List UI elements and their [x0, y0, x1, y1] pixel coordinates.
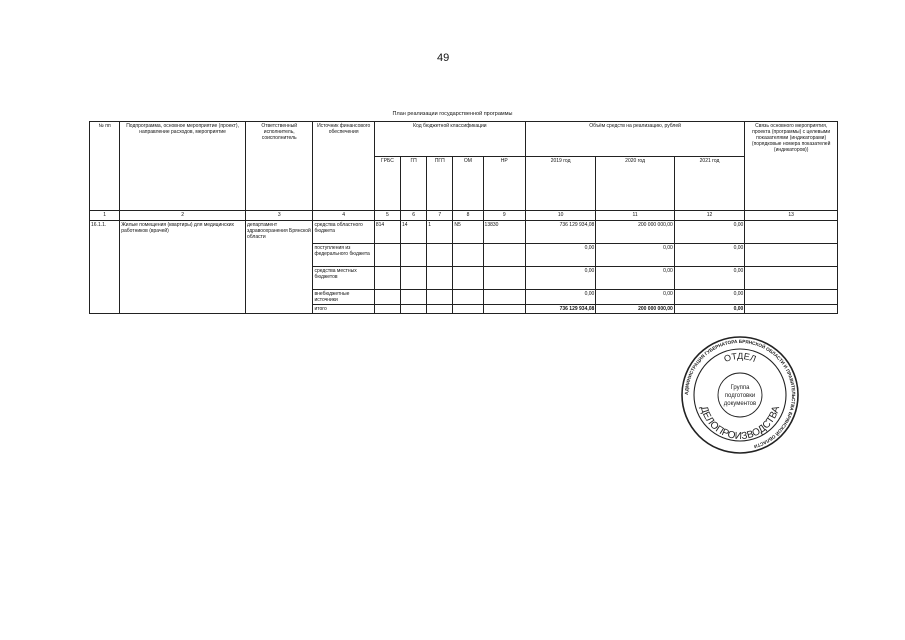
value-2020: 0,00 [596, 267, 675, 290]
page-number: 49 [437, 52, 450, 64]
col-number: 10 [525, 211, 595, 221]
total-2020: 200 000 000,00 [596, 305, 675, 314]
col-number: 7 [427, 211, 453, 221]
source-name: средства местных бюджетов [313, 267, 374, 290]
header-gp: ГП [401, 157, 427, 211]
link-cell [745, 221, 838, 244]
row-om: N5 [453, 221, 483, 244]
header-2019: 2019 год [525, 157, 595, 211]
stamp-center-line-2: подготовки [724, 393, 756, 399]
row-pgp: 1 [427, 221, 453, 244]
col-number: 11 [596, 211, 675, 221]
header-pgp: ПГП [427, 157, 453, 211]
header-2021: 2021 год [674, 157, 744, 211]
value-2019: 0,00 [525, 244, 595, 267]
plan-table [89, 121, 838, 314]
total-2021: 0,00 [674, 305, 744, 314]
col-number: 12 [674, 211, 744, 221]
header-grbs: ГРБС [374, 157, 400, 211]
row-executor: департамент здравоохранения Брянской области [246, 221, 313, 314]
header-om: ОМ [453, 157, 483, 211]
value-2021: 0,00 [674, 221, 744, 244]
header-budget-code: Код бюджетной классификации [374, 122, 525, 157]
source-name: поступления из федерального бюджета [313, 244, 374, 267]
header-num: № пп [90, 122, 120, 211]
value-2020: 0,00 [596, 244, 675, 267]
value-2020: 200 000 000,00 [596, 221, 675, 244]
header-row-top [90, 122, 838, 157]
header-source: Источник финансового обеспечения [313, 122, 374, 211]
row-grbs: 814 [374, 221, 400, 244]
link-cell [745, 305, 838, 314]
value-2019: 736 129 934,08 [525, 221, 595, 244]
stamp-bottom-text: ДЕЛОПРОИЗВОДСТВА [697, 404, 783, 443]
table-row [90, 221, 838, 244]
header-volume: Объём средств на реализацию, рублей [525, 122, 744, 157]
header-executor: Ответственный исполнитель, соисполнитель [246, 122, 313, 211]
office-stamp [680, 335, 800, 455]
link-cell [745, 267, 838, 290]
row-nr: 13830 [483, 221, 525, 244]
col-number: 13 [745, 211, 838, 221]
col-number: 4 [313, 211, 374, 221]
stamp-outer-text: АДМИНИСТРАЦИЯ ГУБЕРНАТОРА БРЯНСКОЙ ОБЛАСТИ И ПРАВИТЕЛЬСТВА БРЯНСКОЙ ОБЛАСТИ [683, 338, 797, 450]
column-numbers-row [90, 211, 838, 221]
stamp-top-text: ОТДЕЛ [722, 350, 758, 365]
header-nr: НР [483, 157, 525, 211]
total-2019: 736 129 934,08 [525, 305, 595, 314]
value-2021: 0,00 [674, 267, 744, 290]
col-number: 1 [90, 211, 120, 221]
source-name: итого [313, 305, 374, 314]
row-program: Жилые помещения (квартиры) для медицинских работников (врачей) [120, 221, 246, 314]
stamp-center-line-3: документов [723, 401, 757, 407]
value-2021: 0,00 [674, 244, 744, 267]
link-cell [745, 290, 838, 305]
source-name: средства областного бюджета [313, 221, 374, 244]
row-gp: 14 [401, 221, 427, 244]
col-number: 3 [246, 211, 313, 221]
col-number: 9 [483, 211, 525, 221]
col-number: 8 [453, 211, 483, 221]
link-cell [745, 244, 838, 267]
value-2021: 0,00 [674, 290, 744, 305]
value-2019: 0,00 [525, 290, 595, 305]
header-2020: 2020 год [596, 157, 675, 211]
value-2019: 0,00 [525, 267, 595, 290]
stamp-center-line-1: Группа [730, 385, 750, 391]
source-name: внебюджетные источники [313, 290, 374, 305]
col-number: 2 [120, 211, 246, 221]
header-link: Связь основного мероприятия, проекта (программы) с целевыми показателями (индикаторами) (порядковые номера показателей (индикаторов)) [745, 122, 838, 211]
row-num: 16.1.1. [90, 221, 120, 314]
value-2020: 0,00 [596, 290, 675, 305]
header-program: Подпрограмма, основное мероприятие (проект), направление расходов, мероприятие [120, 122, 246, 211]
col-number: 5 [374, 211, 400, 221]
table-title: План реализации государственной программы [392, 111, 513, 117]
col-number: 6 [401, 211, 427, 221]
